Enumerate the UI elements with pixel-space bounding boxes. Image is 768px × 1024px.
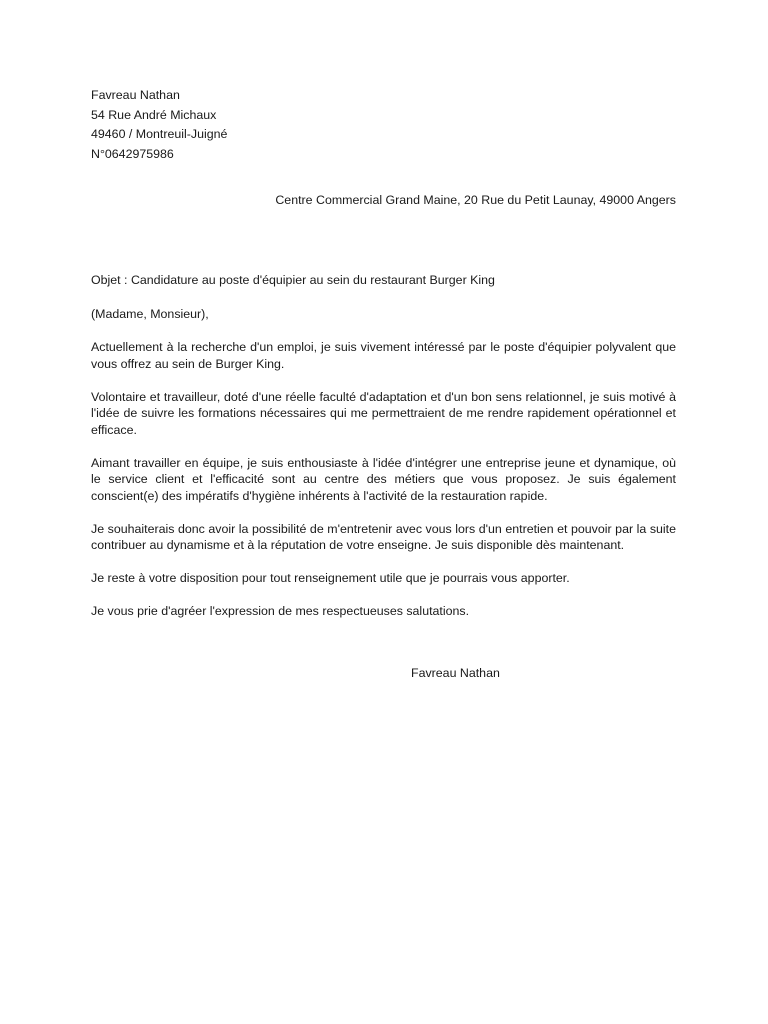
sender-name: Favreau Nathan <box>91 88 180 102</box>
recipient-address: Centre Commercial Grand Maine, 20 Rue du Petit Launay, 49000 Angers <box>275 193 676 207</box>
letter-paragraph: Actuellement à la recherche d'un emploi, je suis vivement intéressé par le poste d'équipier polyvalent que vous offrez au sein de Burger King. <box>91 340 676 371</box>
letter-paragraph: Je vous prie d'agréer l'expression de mes respectueuses salutations. <box>91 604 470 618</box>
letter-paragraph: Je souhaiterais donc avoir la possibilité de m'entretenir avec vous lors d'un entretien et pouvoir par la suite contribuer au dynamisme et à la réputation de votre enseigne. Je suis disponible dès maintenant. <box>91 521 676 552</box>
sender-street: 54 Rue André Michaux <box>91 107 217 122</box>
letter-subject: Objet : Candidature au poste d'équipier au sein du restaurant Burger King <box>91 273 495 287</box>
letter-paragraph: Volontaire et travailleur, doté d'une réelle faculté d'adaptation et d'un bon sens relationnel, je suis motivé à l'idée de suivre les formations nécessaires qui me permettraient de me rendre rapidement opérationnel et efficace. <box>91 389 676 437</box>
letter-salutation: (Madame, Monsieur), <box>91 306 209 321</box>
letter-body <box>91 272 676 636</box>
sender-city: 49460 / Montreuil-Juigné <box>91 127 228 141</box>
sender-block <box>91 86 491 164</box>
sender-phone: N°0642975986 <box>91 146 174 161</box>
letter-paragraph: Aimant travailler en équipe, je suis enthousiaste à l'idée d'intégrer une entreprise jeune et dynamique, où le service client et l'efficacité sont au centre des métiers que vous proposez. Je suis également conscient(e) des impératifs d'hygiène inhérents à l'activité de la restauration rapide. <box>91 455 676 503</box>
letter-paragraph: Je reste à votre disposition pour tout renseignement utile que je pourrais vous apporter. <box>91 571 570 585</box>
letter-signature: Favreau Nathan <box>411 666 500 680</box>
